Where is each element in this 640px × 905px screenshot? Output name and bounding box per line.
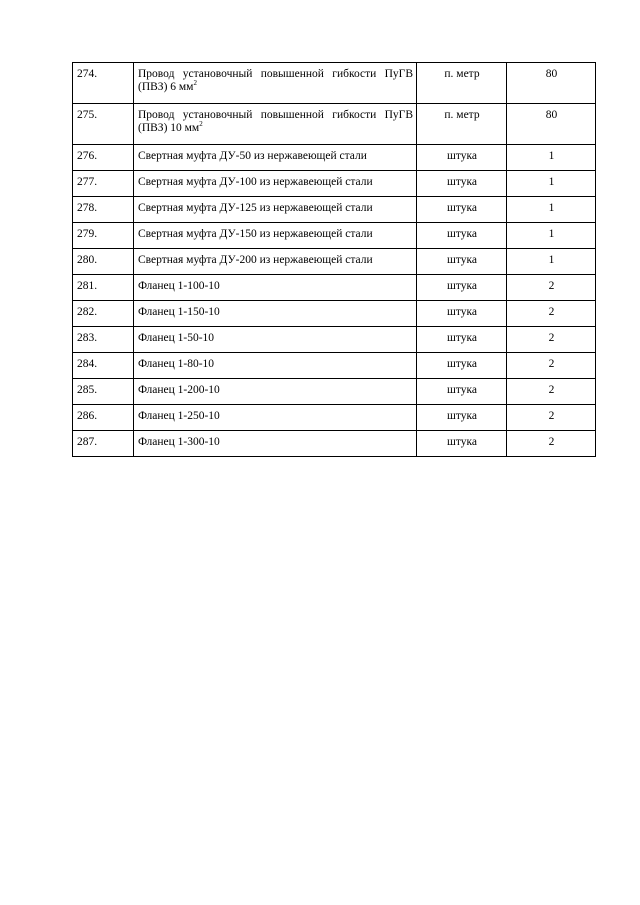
- item-quantity: 2: [507, 379, 596, 405]
- table-row: [73, 171, 596, 197]
- item-quantity: 80: [507, 63, 596, 104]
- table-row: [73, 197, 596, 223]
- row-number: 274.: [73, 63, 134, 104]
- item-name: Фланец 1-100-10: [134, 275, 417, 301]
- item-unit: п. метр: [417, 63, 507, 104]
- item-name: Свертная муфта ДУ-100 из нержавеющей стали: [134, 171, 417, 197]
- item-name: Фланец 1-80-10: [134, 353, 417, 379]
- item-name: Провод установочный повышенной гибкости ПуГВ (ПВЗ) 6 мм: [138, 68, 413, 93]
- row-number: 284.: [73, 353, 134, 379]
- item-unit: штука: [417, 145, 507, 171]
- item-name-cell: [134, 104, 417, 145]
- unit-superscript: 2: [193, 79, 197, 88]
- item-name: Свертная муфта ДУ-150 из нержавеющей стали: [134, 223, 417, 249]
- item-quantity: 1: [507, 197, 596, 223]
- table-row: [73, 145, 596, 171]
- row-number: 287.: [73, 431, 134, 457]
- table-row: [73, 405, 596, 431]
- item-quantity: 2: [507, 405, 596, 431]
- row-number: 282.: [73, 301, 134, 327]
- item-unit: штука: [417, 223, 507, 249]
- item-name: Свертная муфта ДУ-125 из нержавеющей стали: [134, 197, 417, 223]
- table-row: [73, 379, 596, 405]
- table-row: [73, 275, 596, 301]
- item-quantity: 1: [507, 171, 596, 197]
- item-unit: штука: [417, 249, 507, 275]
- row-number: 285.: [73, 379, 134, 405]
- item-unit: штука: [417, 275, 507, 301]
- items-table: [72, 62, 596, 457]
- row-number: 281.: [73, 275, 134, 301]
- item-quantity: 1: [507, 249, 596, 275]
- item-unit: п. метр: [417, 104, 507, 145]
- table-row: [73, 353, 596, 379]
- item-name: Фланец 1-150-10: [134, 301, 417, 327]
- table-row: [73, 431, 596, 457]
- item-unit: штука: [417, 353, 507, 379]
- item-quantity: 2: [507, 275, 596, 301]
- row-number: 275.: [73, 104, 134, 145]
- item-name: Фланец 1-200-10: [134, 379, 417, 405]
- item-quantity: 2: [507, 431, 596, 457]
- row-number: 280.: [73, 249, 134, 275]
- item-quantity: 1: [507, 145, 596, 171]
- row-number: 278.: [73, 197, 134, 223]
- item-unit: штука: [417, 171, 507, 197]
- item-quantity: 2: [507, 353, 596, 379]
- table-row: [73, 223, 596, 249]
- table-row: [73, 63, 596, 104]
- item-unit: штука: [417, 327, 507, 353]
- row-number: 279.: [73, 223, 134, 249]
- item-unit: штука: [417, 431, 507, 457]
- item-name: Фланец 1-300-10: [134, 431, 417, 457]
- item-quantity: 1: [507, 223, 596, 249]
- table-row: [73, 327, 596, 353]
- row-number: 283.: [73, 327, 134, 353]
- item-name-cell: [134, 63, 417, 104]
- row-number: 276.: [73, 145, 134, 171]
- item-name: Фланец 1-250-10: [134, 405, 417, 431]
- table-row: [73, 104, 596, 145]
- unit-superscript: 2: [199, 120, 203, 129]
- table-row: [73, 301, 596, 327]
- item-unit: штука: [417, 197, 507, 223]
- item-name: Фланец 1-50-10: [134, 327, 417, 353]
- item-name: Свертная муфта ДУ-50 из нержавеющей стали: [134, 145, 417, 171]
- row-number: 286.: [73, 405, 134, 431]
- row-number: 277.: [73, 171, 134, 197]
- table-row: [73, 249, 596, 275]
- item-name: Свертная муфта ДУ-200 из нержавеющей стали: [134, 249, 417, 275]
- item-unit: штука: [417, 301, 507, 327]
- items-table-body: [73, 63, 596, 457]
- item-quantity: 2: [507, 327, 596, 353]
- item-quantity: 80: [507, 104, 596, 145]
- item-unit: штука: [417, 405, 507, 431]
- item-name: Провод установочный повышенной гибкости ПуГВ (ПВЗ) 10 мм: [138, 109, 413, 134]
- item-unit: штука: [417, 379, 507, 405]
- item-quantity: 2: [507, 301, 596, 327]
